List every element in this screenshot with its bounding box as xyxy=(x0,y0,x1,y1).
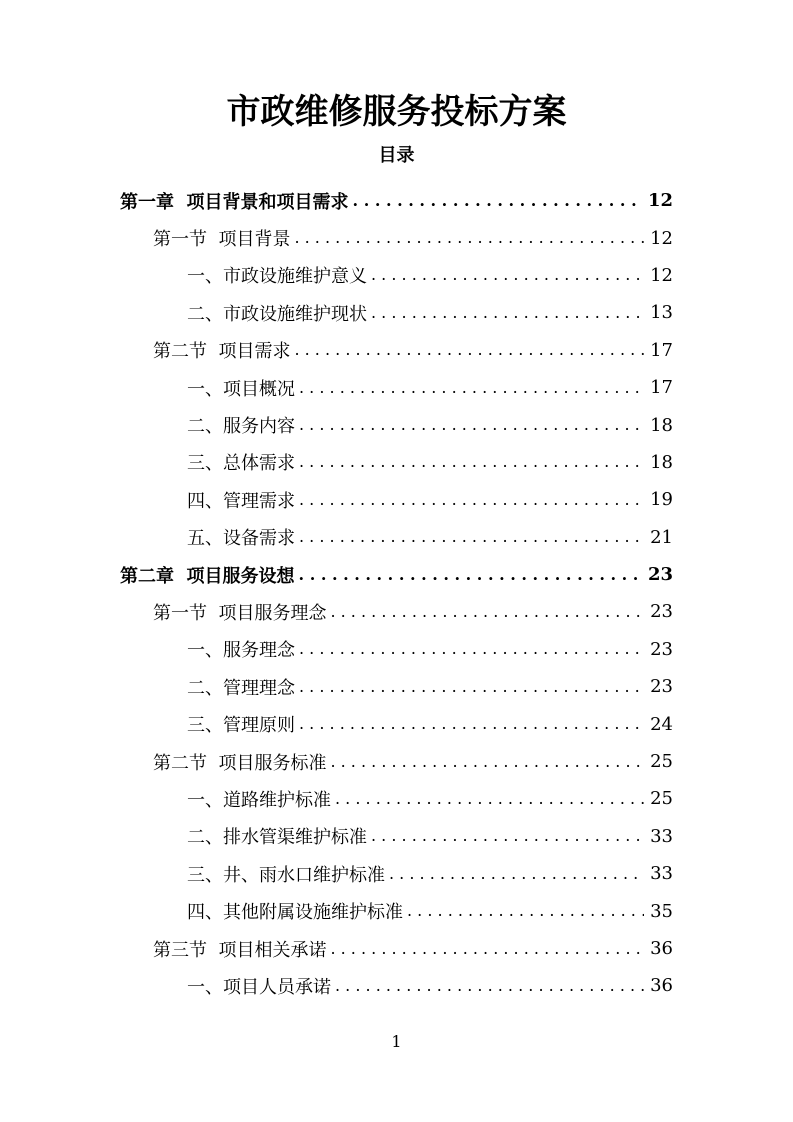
toc-entry-section[interactable] xyxy=(0,930,793,967)
toc-dot-leader xyxy=(330,604,644,620)
toc-dot-leader xyxy=(299,492,644,508)
toc-entry-label: 三、管理原则 xyxy=(187,715,295,737)
toc-entry-label: 一、项目概况 xyxy=(187,378,295,400)
toc-dot-leader xyxy=(294,230,644,246)
toc-dot-leader xyxy=(299,380,644,396)
page-number: 1 xyxy=(391,1032,402,1051)
toc-entry-label: 第一章 项目背景和项目需求 xyxy=(120,191,349,213)
toc-dot-leader xyxy=(330,941,644,957)
toc-dot-leader xyxy=(299,641,644,657)
toc-entry-label: 二、管理理念 xyxy=(187,677,295,699)
toc-dot-leader xyxy=(335,791,644,807)
toc-entry-label: 四、其他附属设施维护标准 xyxy=(187,902,403,924)
toc-entry-page: 18 xyxy=(650,451,673,473)
toc-entry-page: 25 xyxy=(650,788,673,810)
toc-entry-page: 18 xyxy=(650,414,673,436)
toc-entry-page: 21 xyxy=(650,526,673,548)
toc-entry-label: 一、服务理念 xyxy=(187,640,295,662)
toc-dot-leader xyxy=(299,454,644,470)
toc-dot-leader xyxy=(371,305,644,321)
toc-entry-subsection[interactable] xyxy=(0,892,793,929)
toc-entry-label: 第三节 项目相关承诺 xyxy=(153,939,327,961)
toc-entry-subsection[interactable] xyxy=(0,257,793,294)
toc-dot-leader xyxy=(353,193,642,209)
toc-entry-section[interactable] xyxy=(0,219,793,256)
toc-entry-subsection[interactable] xyxy=(0,818,793,855)
toc-entry-label: 一、项目人员承诺 xyxy=(187,976,331,998)
toc-entry-page: 12 xyxy=(647,190,673,212)
toc-entry-section[interactable] xyxy=(0,332,793,369)
toc-entry-label: 一、道路维护标准 xyxy=(187,789,331,811)
table-of-contents xyxy=(0,182,793,1005)
toc-dot-leader xyxy=(389,866,644,882)
toc-entry-page: 23 xyxy=(650,638,673,660)
toc-entry-subsection[interactable] xyxy=(0,294,793,331)
toc-dot-leader xyxy=(371,267,644,283)
toc-entry-page: 25 xyxy=(650,751,673,773)
toc-dot-leader xyxy=(299,417,644,433)
toc-entry-page: 35 xyxy=(650,900,673,922)
toc-entry-subsection[interactable] xyxy=(0,705,793,742)
toc-entry-chapter[interactable] xyxy=(0,556,793,593)
toc-entry-label: 第二节 项目服务标准 xyxy=(153,752,327,774)
toc-entry-section[interactable] xyxy=(0,743,793,780)
toc-entry-label: 二、市政设施维护现状 xyxy=(187,303,367,325)
toc-heading: 目录 xyxy=(378,145,415,166)
toc-entry-page: 23 xyxy=(650,601,673,623)
toc-entry-page: 19 xyxy=(650,489,673,511)
toc-dot-leader xyxy=(299,567,642,583)
toc-entry-subsection[interactable] xyxy=(0,631,793,668)
toc-dot-leader xyxy=(299,529,644,545)
toc-entry-page: 12 xyxy=(650,227,673,249)
toc-dot-leader xyxy=(299,679,644,695)
toc-entry-subsection[interactable] xyxy=(0,369,793,406)
toc-dot-leader xyxy=(407,903,644,919)
document-title: 市政维修服务投标方案 xyxy=(226,92,567,132)
toc-entry-page: 36 xyxy=(650,938,673,959)
toc-dot-leader xyxy=(294,342,644,358)
toc-dot-leader xyxy=(299,716,644,732)
toc-entry-subsection[interactable] xyxy=(0,855,793,892)
toc-entry-page: 12 xyxy=(650,264,673,286)
toc-entry-subsection[interactable] xyxy=(0,519,793,556)
toc-entry-subsection[interactable] xyxy=(0,406,793,443)
toc-entry-label: 五、设备需求 xyxy=(187,528,295,550)
toc-entry-label: 四、管理需求 xyxy=(187,490,295,512)
toc-entry-page: 33 xyxy=(650,825,673,847)
toc-entry-page: 33 xyxy=(650,863,673,885)
toc-dot-leader xyxy=(335,978,644,994)
toc-entry-subsection[interactable] xyxy=(0,780,793,817)
toc-entry-page: 17 xyxy=(650,377,673,399)
toc-entry-page: 17 xyxy=(650,339,673,361)
toc-entry-label: 二、排水管渠维护标准 xyxy=(187,827,367,849)
toc-entry-page: 36 xyxy=(650,975,673,997)
toc-dot-leader xyxy=(371,828,644,844)
toc-entry-subsection[interactable] xyxy=(0,444,793,481)
toc-entry-page: 13 xyxy=(650,302,673,324)
toc-entry-label: 第二节 项目需求 xyxy=(153,341,291,363)
toc-entry-subsection[interactable] xyxy=(0,668,793,705)
toc-entry-label: 第二章 项目服务设想 xyxy=(120,565,295,587)
toc-dot-leader xyxy=(330,754,644,770)
toc-entry-subsection[interactable] xyxy=(0,481,793,518)
toc-entry-page: 24 xyxy=(650,713,673,735)
toc-entry-label: 三、总体需求 xyxy=(187,453,295,475)
toc-entry-label: 三、井、雨水口维护标准 xyxy=(187,864,385,886)
toc-entry-page: 23 xyxy=(647,564,673,586)
toc-entry-label: 第一节 项目背景 xyxy=(153,229,291,251)
toc-entry-section[interactable] xyxy=(0,593,793,630)
toc-entry-label: 二、服务内容 xyxy=(187,416,295,438)
toc-entry-page: 23 xyxy=(650,676,673,698)
toc-entry-subsection[interactable] xyxy=(0,967,793,1004)
toc-entry-label: 一、市政设施维护意义 xyxy=(187,266,367,288)
toc-entry-label: 第一节 项目服务理念 xyxy=(153,602,327,624)
toc-entry-chapter[interactable] xyxy=(0,182,793,219)
